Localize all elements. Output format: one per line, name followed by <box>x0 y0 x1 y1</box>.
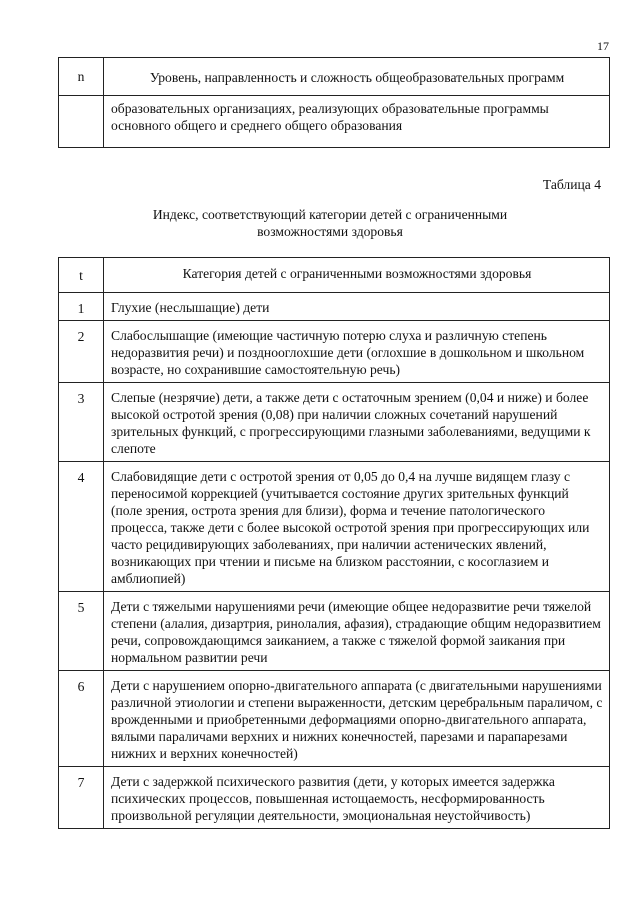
header-col-n: n <box>59 58 104 96</box>
table-caption: Индекс, соответствующий категории детей с ограниченными возможностями здоровья <box>152 207 508 239</box>
header-col-category: Категория детей с ограниченными возможностями здоровья <box>104 258 610 293</box>
table-row <box>59 321 610 383</box>
table-row <box>59 383 610 462</box>
row-category-text: Глухие (неслышащие) дети <box>104 293 610 321</box>
table-row <box>59 592 610 671</box>
row-category-text: Дети с тяжелыми нарушениями речи (имеющие общее недоразвитие речи тяжелой степени (алалия, дизартрия, ринолалия, афазия), страдающие общим недоразвитием речи, сопровождающимся заиканием, а также с тяжелой формой заикания при нормальном развитии речи <box>104 592 610 671</box>
row-category-text: Дети с нарушением опорно-двигательного аппарата (с двигательными нарушениями различной этиологии и степени выраженности, детским церебральным параличом, с врожденными и приобретенными деформациями опорно-двигательного аппарата, вялыми параличами верхних и нижних конечностей, парезами и парапарезами нижних и верхних конечностей) <box>104 671 610 767</box>
row-index: 7 <box>59 767 104 829</box>
table-row <box>59 293 610 321</box>
disability-category-table <box>58 257 610 829</box>
continuation-row <box>59 96 610 148</box>
table-header-row <box>59 258 610 293</box>
continuation-num-cell <box>59 96 104 148</box>
row-category-text: Дети с задержкой психического развития (дети, у которых имеется задержка психических процессов, повышенная истощаемость, несформированность произвольной регуляции деятельности, эмоциональная неустойчивость) <box>104 767 610 829</box>
table-row <box>59 767 610 829</box>
page-number: 17 <box>597 39 609 53</box>
row-index: 6 <box>59 671 104 767</box>
row-index: 2 <box>59 321 104 383</box>
continuation-table-header-row <box>59 58 610 96</box>
continuation-text: образовательных организациях, реализующих образовательные программы основного общего и среднего общего образования <box>104 96 610 148</box>
continuation-table <box>58 57 610 148</box>
row-index: 1 <box>59 293 104 321</box>
row-index: 4 <box>59 462 104 592</box>
row-category-text: Слабослышащие (имеющие частичную потерю слуха и различную степень недоразвития речи) и позднооглохшие дети (оглохшие в дошкольном и школьном возрасте, но сохранившие самостоятельную речь) <box>104 321 610 383</box>
row-category-text: Слепые (незрячие) дети, а также дети с остаточным зрением (0,04 и ниже) и более высокой остротой зрения (0,08) при наличии сложных сочетаний нарушений зрительных функций, с прогрессирующими глазными заболеваниями, ведущими к слепоте <box>104 383 610 462</box>
row-index: 5 <box>59 592 104 671</box>
header-col-t: t <box>59 258 104 293</box>
header-col-program-level: Уровень, направленность и сложность общеобразовательных программ <box>104 58 610 96</box>
row-category-text: Слабовидящие дети с остротой зрения от 0,05 до 0,4 на лучше видящем глазу с переносимой коррекцией (учитывается состояние других зрительных функций (поле зрения, острота зрения для близи), форма и течение патологического процесса, также дети с более высокой остротой зрения при прогрессирующих или часто рецидивирующих заболеваниях, при наличии астенических явлений, возникающих при чтении и письме на близком расстоянии, с косоглазием и амблиопией) <box>104 462 610 592</box>
table-label: Таблица 4 <box>542 177 601 192</box>
table-row <box>59 671 610 767</box>
row-index: 3 <box>59 383 104 462</box>
table-row <box>59 462 610 592</box>
